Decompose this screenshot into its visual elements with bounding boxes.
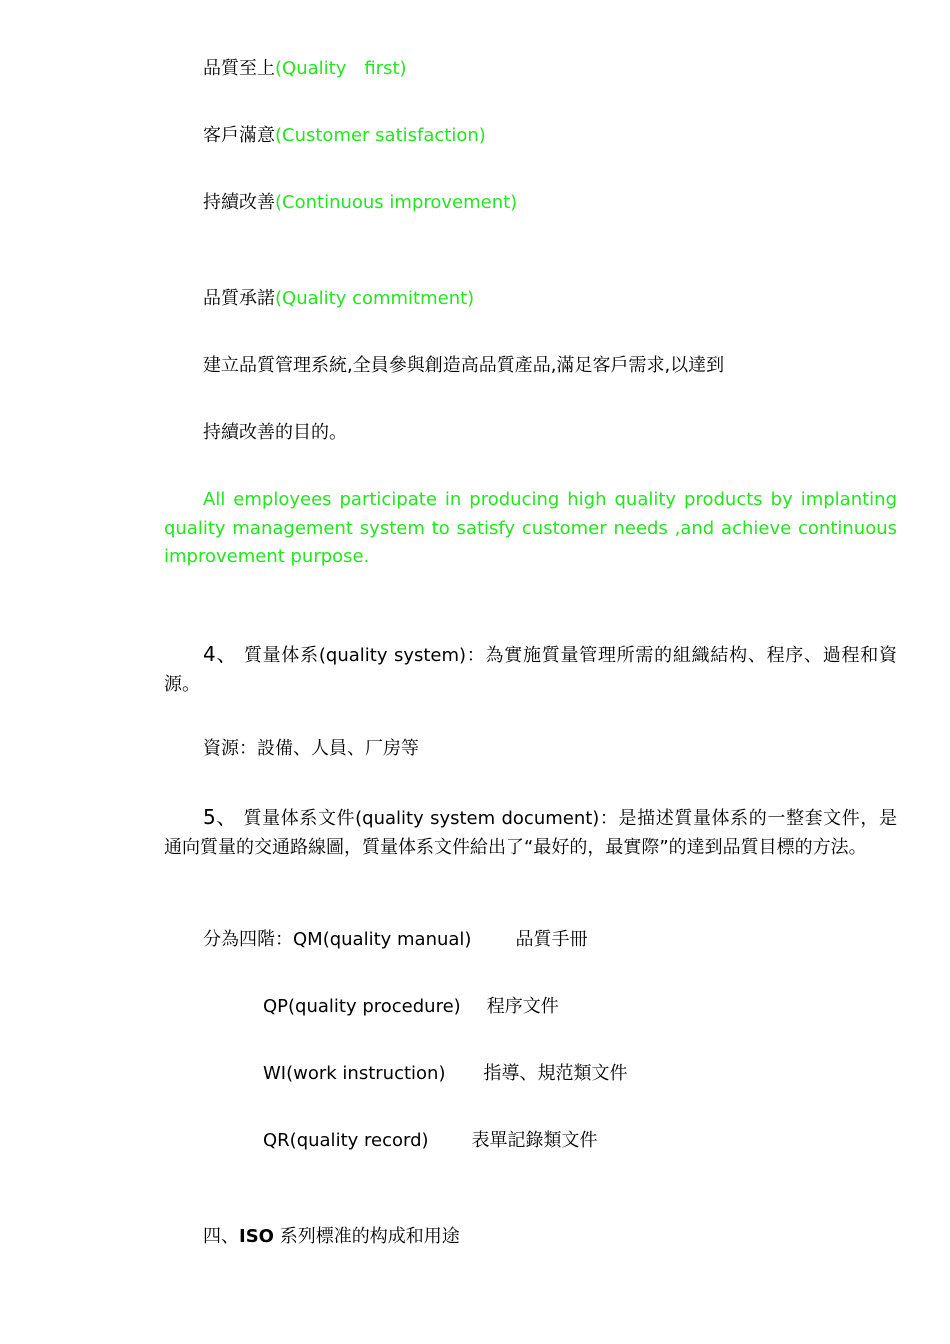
policy-en: (Quality first) (275, 58, 407, 79)
item-4-paragraph (164, 640, 897, 699)
doc-level-label: WI(work instruction) (263, 1063, 446, 1084)
section-prefix: 四、 (203, 1226, 239, 1247)
doc-level-wi (263, 1060, 627, 1088)
quality-commitment-heading (203, 285, 474, 313)
doc-level-desc: 品質手冊 (515, 929, 588, 950)
policy-customer-satisfaction (203, 122, 486, 150)
policy-continuous-improvement (203, 189, 517, 217)
item-4-number: 4、 (203, 642, 238, 666)
doc-level-label: QR(quality record) (263, 1130, 429, 1151)
doc-level-label: 分為四階：QM(quality manual) (203, 929, 472, 950)
section-4-heading (203, 1223, 460, 1251)
commitment-line-1: 建立品質管理系統,全員參與創造高品質產品,滿足客戶需求,以達到 (203, 355, 725, 376)
policy-zh: 持續改善 (203, 192, 275, 213)
heading-zh: 品質承諾 (203, 288, 275, 309)
resources-line: 資源：設備、人員、厂房等 (203, 738, 419, 759)
doc-level-label: QP(quality procedure) (263, 996, 461, 1017)
doc-level-qm (203, 926, 587, 954)
item-5-number: 5、 (203, 805, 237, 829)
doc-level-qr (263, 1127, 598, 1155)
item-5-text: 質量体系文件(quality system document)：是描述質量体系的一整套文件，是通向質量的交通路線圖，質量体系文件給出了“最好的，最實際”的達到品質目標的方法。 (164, 808, 897, 858)
policy-zh: 客戶滿意 (203, 125, 275, 146)
section-iso: ISO (239, 1226, 274, 1247)
heading-en: (Quality commitment) (275, 288, 475, 309)
doc-level-desc: 表單記錄類文件 (471, 1130, 598, 1151)
commitment-english-paragraph: All employees participate in producing high quality products by implanting quality management system to satisfy customer needs ,and achieve continuous improvement purpose. (164, 489, 897, 568)
policy-en: (Continuous improvement) (275, 192, 518, 213)
commitment-line-2: 持續改善的目的。 (203, 422, 347, 443)
item-5-paragraph (164, 803, 897, 862)
doc-level-qp (263, 993, 559, 1021)
section-title: 系列標准的构成和用途 (273, 1226, 460, 1247)
doc-level-desc: 程序文件 (486, 996, 559, 1017)
doc-level-desc: 指導、規范類文件 (483, 1063, 628, 1084)
policy-zh: 品質至上 (203, 58, 275, 79)
item-4-text: 質量体系(quality system)：為實施質量管理所需的組織結构、程序、過程和資源。 (164, 645, 897, 695)
policy-quality-first (203, 55, 407, 83)
policy-en: (Customer satisfaction) (275, 125, 486, 146)
